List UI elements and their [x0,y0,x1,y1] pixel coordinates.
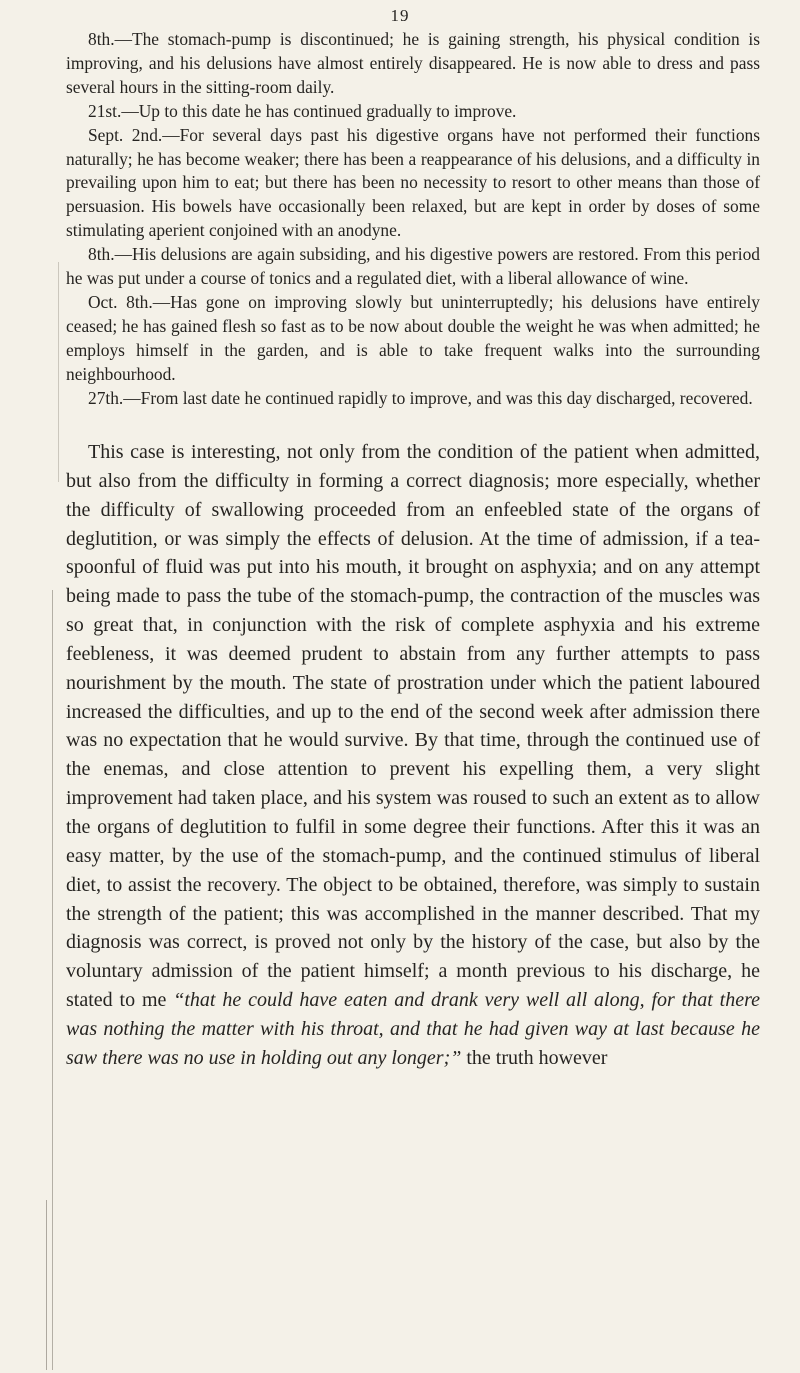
margin-ink-line [52,590,53,1370]
case-note-paragraph: 8th.—His delusions are again subsiding, and his digestive powers are restored. From this period he was put under a course of tonics and a regulated diet, with a liberal allowance of wine. [66,244,760,289]
case-note-paragraph: Sept. 2nd.—For several days past his digestive organs have not performed their functions naturally; he has become weaker; there has been a reappearance of his delusions, and a difficulty in prevailing upon him to eat; but there has been no necessity to resort to other means than those of persuasion. His bowels have occasionally been relaxed, but are kept in order by doses of some stimulating aperient conjoined with an anodyne. [66,124,760,241]
case-note-paragraph: 21st.—Up to this date he has continued gradually to improve. [88,100,517,121]
case-note-paragraph: 27th.—From last date he continued rapidly to improve, and was this day discharged, recovered. [88,387,753,408]
commentary-continuation: the truth however [461,1046,608,1069]
case-notes [66,28,760,411]
commentary-text: This case is interesting, not only from the condition of the patient when admitted, but also from the difficulty in forming a correct diagnosis; more especially, whether the difficulty of swallowing proceeded from an enfeebled state of the organs of deglutition, or was simply the effects of delusion. At the time of admission, if a tea-spoonful of fluid was put into his mouth, it brought on asphyxia; and on any attempt being made to pass the tube of the stomach-pump, the contraction of the muscles was so great that, in conjunction with the risk of complete asphyxia and his extreme feebleness, it was deemed prudent to abstain from any further attempts to pass nourishment by the mouth. The state of prostration under which the patient laboured increased the difficulties, and up to the end of the second week after admission there was no expectation that he would survive. By that time, through the continued use of the enemas, and close attention to prevent his expelling them, a very slight improvement had taken place, and his system was roused to such an extent as to allow the organs of deglutition to fulfil in some degree their functions. After this it was an easy matter, by the use of the stomach-pump, and the continued stimulus of liberal diet, to assist the recovery. The object to be obtained, therefore, was simply to sustain the strength of the patient; this was accomplished in the manner described. That my diagnosis was correct, is proved not only by the history of the case, but also by the voluntary admission of the patient himself; a month previous to his discharge, he stated to me [66,441,760,1012]
margin-ink-line [58,262,59,482]
margin-ink-line [46,1200,47,1370]
page-number: 19 [390,6,410,25]
case-note-paragraph: Oct. 8th.—Has gone on improving slowly but uninterruptedly; his delusions have entirely ceased; he has gained flesh so fast as to be now about double the weight he was when admitted; he employs himself in the garden, and is able to take frequent walks into the surrounding neighbourhood. [66,291,760,384]
patient-quote: “that he could have eaten and drank very well all along, for that there was nothing the matter with his throat, and that he had given way at last because he saw there was no use in holding out any longer;” [66,989,761,1069]
commentary-paragraph [66,438,760,1073]
commentary [66,438,760,1073]
case-note-paragraph: 8th.—The stomach-pump is discontinued; he is gaining strength, his physical condition is improving, and his delusions have almost entirely disappeared. He is now able to dress and pass several hours in the sitting-room daily. [66,29,760,97]
